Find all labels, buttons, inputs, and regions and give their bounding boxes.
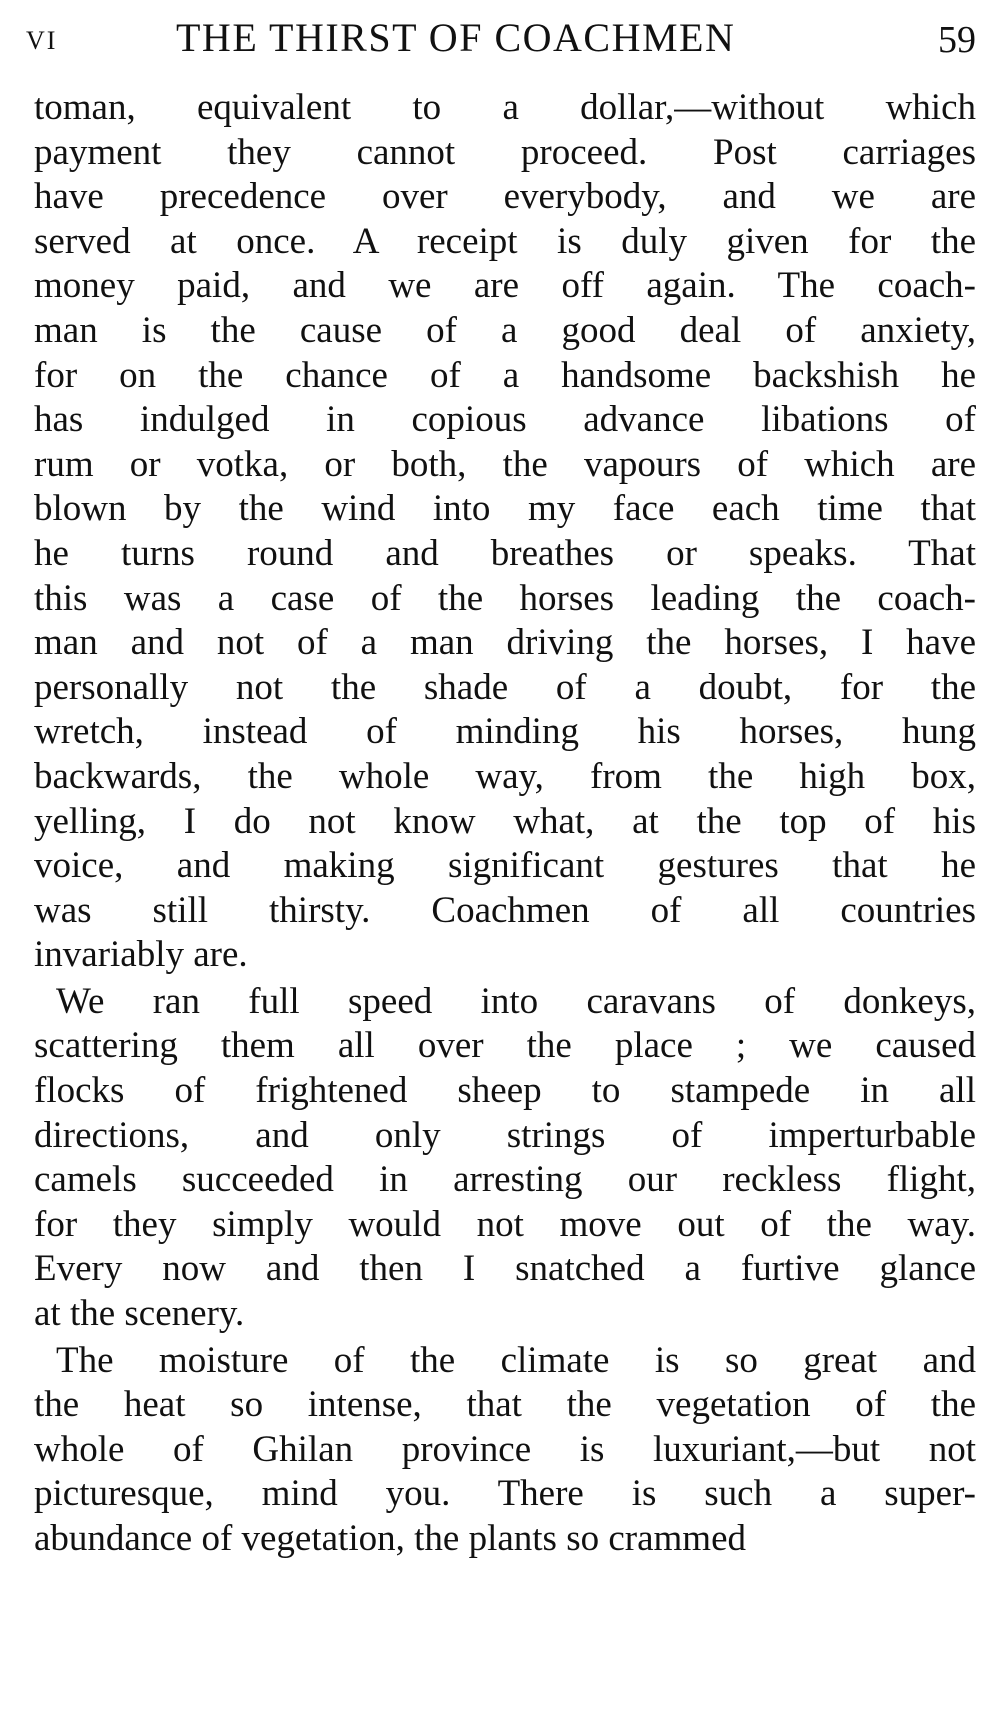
text-line: the heat so intense, that the vegetation of the [34, 1384, 976, 1426]
text-line: money paid, and we are off again. The coach- [34, 265, 976, 307]
text-line: backwards, the whole way, from the high box, [34, 755, 976, 797]
text-line: toman, equivalent to a dollar,—without which [34, 87, 976, 128]
running-title: THE THIRST OF COACHMEN [176, 15, 736, 60]
text-line: payment they cannot proceed. Post carriages [34, 131, 976, 173]
paragraph [34, 1339, 976, 1562]
text-line: voice, and making significant gestures that he [34, 845, 976, 887]
text-line: have precedence over everybody, and we are [34, 176, 976, 218]
text-line: personally not the shade of a doubt, for the [34, 666, 976, 708]
chapter-number: VI [26, 26, 58, 55]
text-line: has indulged in copious advance libations of [34, 399, 976, 441]
text-line: flocks of frightened sheep to stampede in all [34, 1070, 976, 1112]
text-line: this was a case of the horses leading the coach- [34, 577, 976, 619]
text-line: yelling, I do not know what, at the top of his [34, 800, 976, 842]
text-line: served at once. A receipt is duly given for the [34, 220, 976, 262]
text-line: Every now and then I snatched a furtive glance [34, 1248, 976, 1290]
text-line: abundance of vegetation, the plants so crammed [34, 1518, 746, 1559]
text-line: directions, and only strings of imperturbable [34, 1114, 976, 1156]
text-line: whole of Ghilan province is luxuriant,—but not [34, 1428, 976, 1470]
text-line: for on the chance of a handsome backshish he [34, 354, 976, 396]
running-header [26, 8, 976, 68]
text-line: man is the cause of a good deal of anxiety, [34, 309, 976, 351]
text-line: blown by the wind into my face each time that [34, 488, 976, 530]
text-line: at the scenery. [34, 1293, 245, 1335]
page-number: 59 [938, 19, 976, 61]
text-line: wretch, instead of minding his horses, hung [34, 711, 976, 753]
text-line: he turns round and breathes or speaks. That [34, 532, 976, 574]
text-line: The moisture of the climate is so great and [56, 1339, 976, 1381]
paragraph [34, 86, 976, 978]
text-line: man and not of a man driving the horses, I have [34, 622, 976, 664]
text-line: was still thirsty. Coachmen of all countries [34, 889, 976, 931]
text-line: We ran full speed into caravans of donkeys, [56, 980, 976, 1022]
text-line: picturesque, mind you. There is such a super- [34, 1473, 976, 1515]
text-line: for they simply would not move out of the way. [34, 1203, 976, 1245]
text-line: rum or votka, or both, the vapours of which are [34, 443, 976, 485]
body-text [34, 86, 976, 1562]
text-line: camels succeeded in arresting our reckless flight, [34, 1159, 976, 1201]
text-line: scattering them all over the place ; we caused [34, 1025, 976, 1067]
text-line: invariably are. [34, 934, 248, 976]
paragraph [34, 980, 976, 1337]
